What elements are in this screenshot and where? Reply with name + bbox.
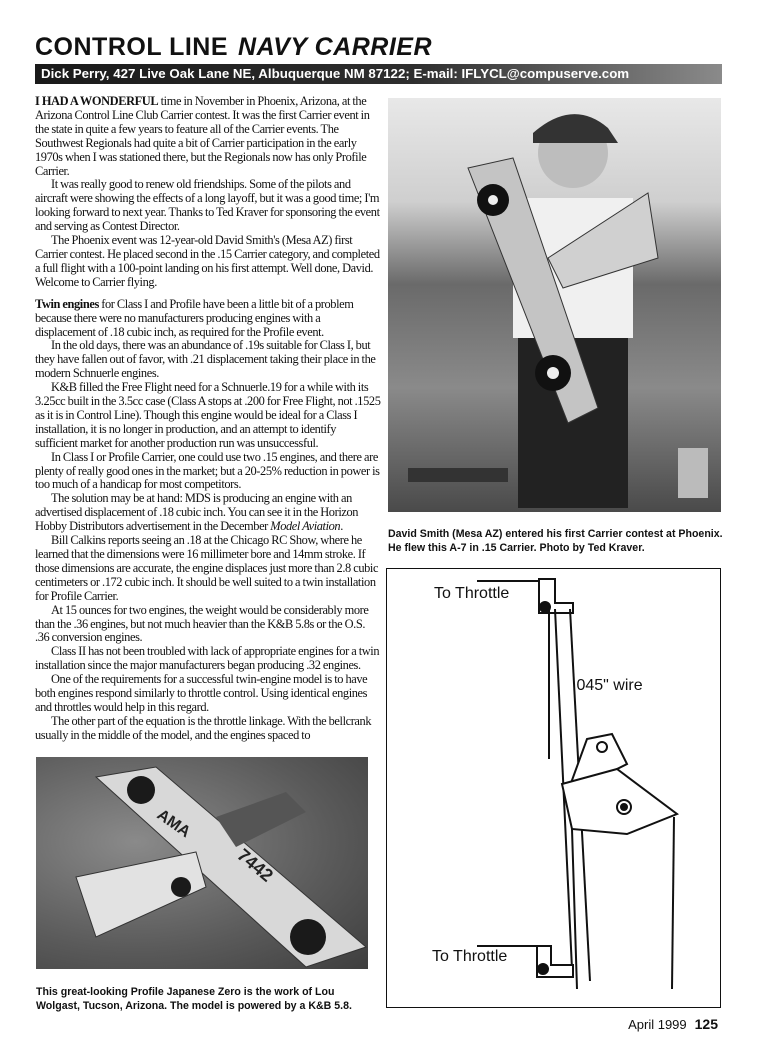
photo-japanese-zero	[36, 757, 368, 969]
paragraph: K&B filled the Free Flight need for a Schnuerle.19 for a while with its 3.25cc built in the 3.5cc case (Class A stops at .200 for Free Flight, not .1525 as it is in Control Line). Though this engine would be ideal for a Class I installation, it is no longer in production, and an attempt to identify sufficient market for another production run was unsuccessful.	[35, 380, 381, 450]
photo-caption-david: David Smith (Mesa AZ) entered his first Carrier contest at Phoenix. He flew this A-7 in .15 Carrier. Photo by Ted Kraver.	[388, 528, 723, 554]
issue-date: April 1999	[628, 1017, 687, 1032]
author-byline: Dick Perry, 427 Live Oak Lane NE, Albuquerque NM 87122; E-mail: IFLYCL@compuserve.com	[35, 64, 722, 84]
paragraph: Bill Calkins reports seeing an .18 at the Chicago RC Show, where he learned that the dimensions were 16 millimeter bore and 14mm stroke. If those dimensions are accurate, the engine displaces just more than 2.8 cubic centimeters or .172 cubic inch. It should be well suited to a twin installation for Profile Carrier.	[35, 533, 379, 603]
article-body	[35, 95, 381, 743]
paragraph: At 15 ounces for two engines, the weight would be considerably more than the .36 engines, but not much heavier than the K&B 5.8s or the O.S. .36 conversion engines.	[35, 602, 369, 645]
lead-in: I HAD A WONDERFUL	[35, 94, 159, 108]
label-wire: .045" wire	[572, 677, 643, 694]
paragraph	[35, 95, 381, 178]
paragraph	[35, 298, 381, 340]
section-lead: Twin engines	[35, 296, 99, 311]
photo-david-smith	[388, 98, 721, 512]
paragraph: One of the requirements for a successful twin-engine model is to have both engines respond similarly to throttle control. Using identical engines and throttles would help in this regard.	[35, 672, 368, 714]
paragraph-text: The solution may be at hand: MDS is producing an engine with an advertised displacement of .18 cubic inch. You can see it in the Horizon Hobby Distributors advertisement in the December	[35, 491, 359, 534]
wing-number: 7442	[233, 844, 277, 886]
paragraph	[35, 492, 381, 534]
boy-with-model-image	[388, 98, 721, 512]
paragraph: The Phoenix event was 12-year-old David Smith's (Mesa AZ) first Carrier contest. He placed second in the .15 Carrier category, and completed a full flight with a 100-point landing on his first attempt. Well done, David. Welcome to Carrier flying.	[35, 233, 380, 289]
paragraph: In the old days, there was an abundance of .19s suitable for Class I, but they have fallen out of favor, with .21 displacement taking their place in the modern Schnuerle engines.	[35, 338, 376, 381]
magazine-title: Model Aviation	[270, 519, 341, 534]
paragraph-text: .	[340, 519, 343, 534]
paragraph-text: for Class I and Profile have been a little bit of a problem because there were no manufacturers producing engines with a displacement of .18 cubic inch, as required for the Profile event.	[35, 296, 354, 339]
photo-caption-zero: This great-looking Profile Japanese Zero is the work of Lou Wolgast, Tucson, Arizona. The model is powered by a K&B 5.8.	[36, 986, 352, 1012]
paragraph: Class II has not been troubled with lack of appropriate engines for a twin installation since the major manufacturers began producing .32 engines.	[35, 644, 380, 673]
page-number: 125	[694, 1016, 718, 1032]
paragraph-text: time in November in Phoenix, Arizona, at the Arizona Control Line Club Carrier contest. It was the first Carrier event in the state in quite a few years to feature all of the Carrier events. The Southwest Regionals had quite a bit of Carrier participation in the early 1970s when I was stationed there, but the Regionals now has only Profile Carrier.	[35, 94, 370, 178]
wing-lettering: AMA	[153, 806, 194, 842]
paragraph: In Class I or Profile Carrier, one could use two .15 engines, and there are plenty of really good ones in the market; but a 20-25% reduction in power is too much of a handicap for most competitors.	[35, 449, 380, 492]
linkage-drawing	[387, 569, 719, 1006]
department-title	[35, 33, 432, 62]
label-to-throttle-bottom: To Throttle	[432, 948, 508, 965]
label-to-throttle-top: To Throttle	[434, 585, 510, 602]
paragraph: The other part of the equation is the throttle linkage. With the bellcrank usually in the middle of the model, and the engines spaced to	[35, 713, 372, 742]
throttle-linkage-diagram	[386, 568, 721, 1008]
page-footer	[628, 1016, 718, 1032]
paragraph: It was really good to renew old friendships. Some of the pilots and aircraft were showing the effects of a long layoff, but it was a good time; I'm looking forward to next year. Thanks to Ted Kraver for sponsoring the event and serving as Contest Director.	[35, 177, 380, 234]
title-main: CONTROL LINE	[35, 33, 229, 61]
zero-model-image	[36, 757, 368, 969]
title-italic: NAVY CARRIER	[238, 33, 433, 61]
